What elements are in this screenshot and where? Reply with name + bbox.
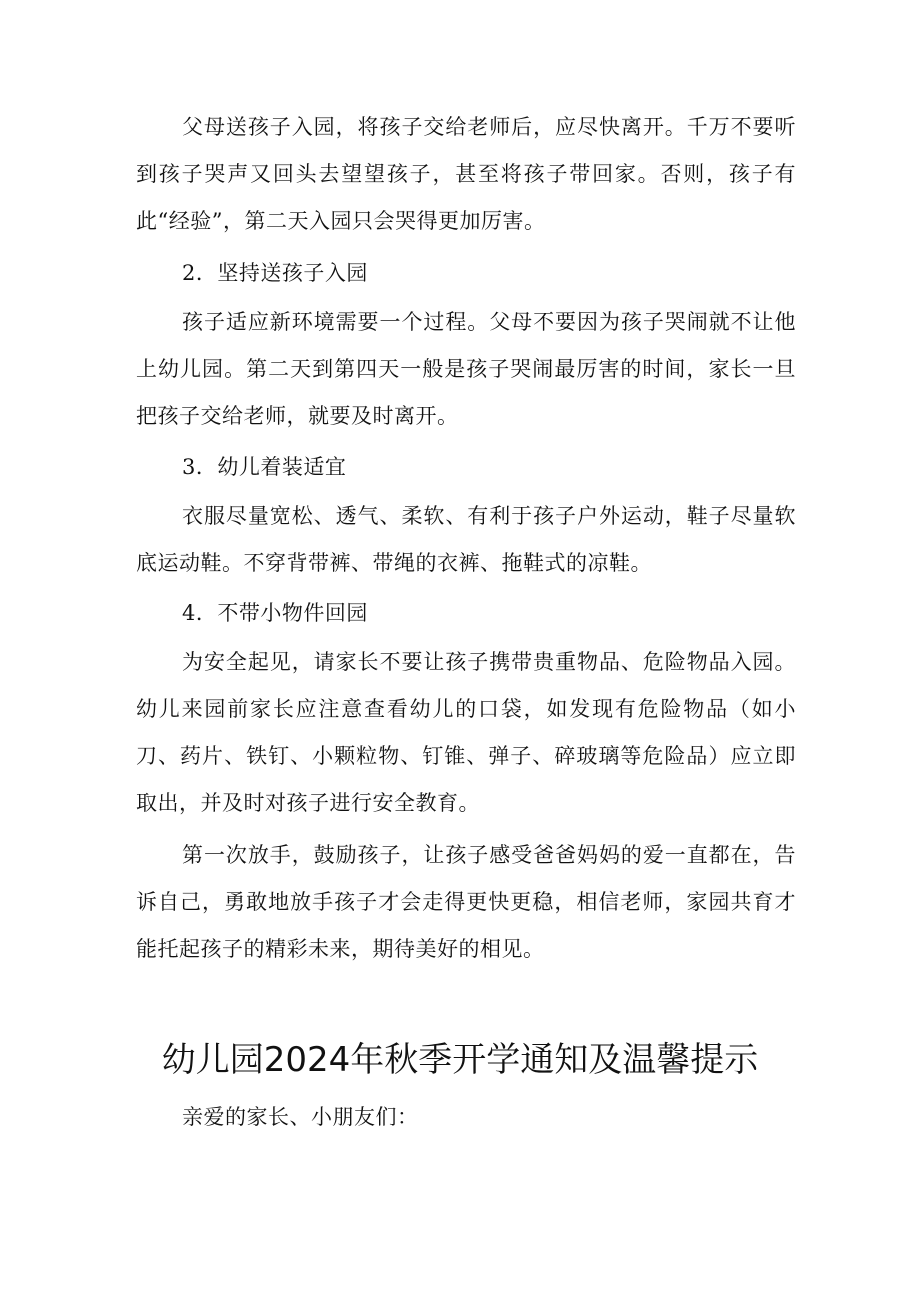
notice-greeting: 亲爱的家长、小朋友们： (182, 1105, 419, 1129)
paragraph-clothing: 衣服尽量宽松、透气、柔软、有利于孩子户外运动，鞋子尽量软底运动鞋。不穿背带裤、带绳的衣裤、拖鞋式的凉鞋。 (136, 504, 796, 575)
paragraph-adapt-environment: 孩子适应新环境需要一个过程。父母不要因为孩子哭闹就不让他上幼儿园。第二天到第四天一般是孩子哭闹最厉害的时间，家长一旦把孩子交给老师，就要及时离开。 (136, 310, 796, 428)
paragraph-let-go: 第一次放手，鼓励孩子，让孩子感受爸爸妈妈的爱一直都在，告诉自己，勇敢地放手孩子才会走得更快更稳，相信老师，家园共育才能托起孩子的精彩未来，期待美好的相见。 (136, 843, 796, 961)
notice-title: 幼儿园2024年秋季开学通知及温馨提示 (161, 1040, 759, 1080)
paragraph-safety-items: 为安全起见，请家长不要让孩子携带贵重物品、危险物品入园。幼儿来园前家长应注意查看幼儿的口袋，如发现有危险物品（如小刀、药片、铁钉、小颗粒物、钉锥、弹子、碎玻璃等危险品）应立即取出，并及时对孩子进行安全教育。 (136, 650, 796, 815)
heading-no-small-items: 4．不带小物件回园 (182, 601, 368, 625)
heading-keep-sending: 2．坚持送孩子入园 (182, 261, 368, 285)
paragraph-leave-quickly: 父母送孩子入园，将孩子交给老师后，应尽快离开。千万不要听到孩子哭声又回头去望望孩子，甚至将孩子带回家。否则，孩子有此“经验”，第二天入园只会哭得更加厉害。 (136, 115, 796, 233)
heading-dress-appropriately: 3．幼儿着装适宜 (182, 455, 347, 479)
